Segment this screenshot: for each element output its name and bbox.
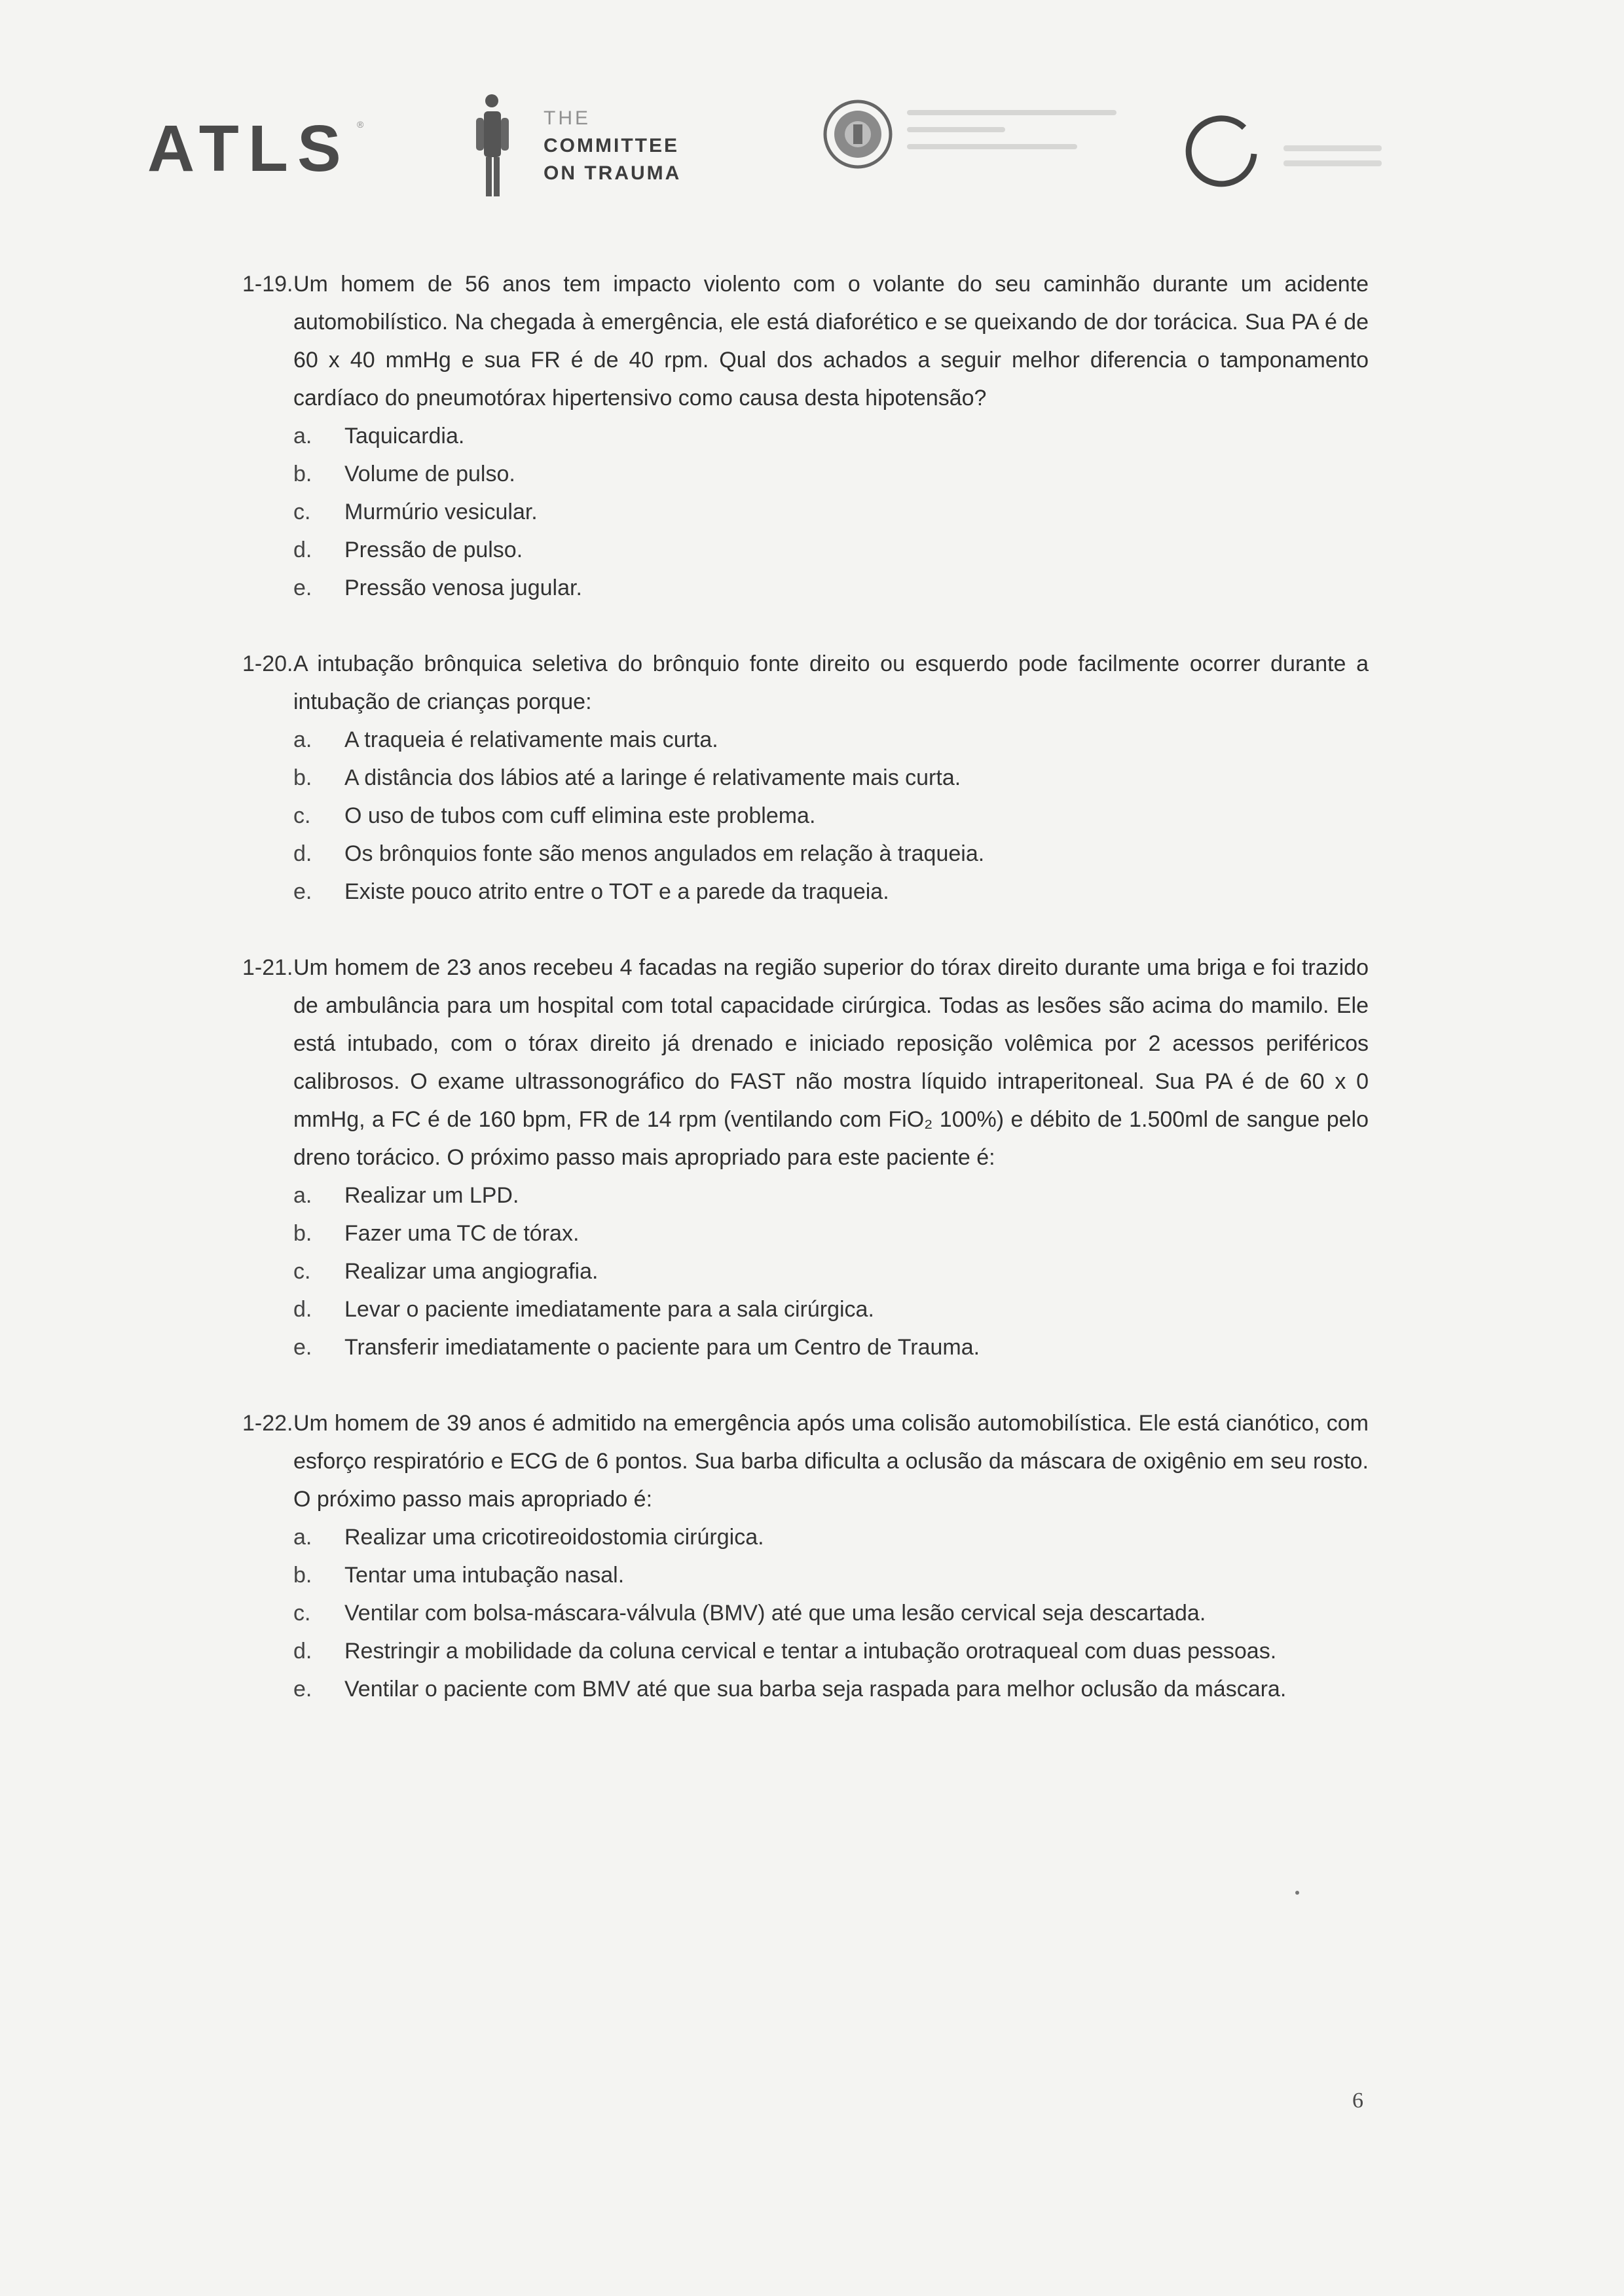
option-b (293, 1556, 1369, 1594)
option-d (293, 531, 1369, 569)
option-letter: c. (293, 803, 311, 828)
option-letter: c. (293, 500, 311, 524)
option-d (293, 1290, 1369, 1328)
option-c (293, 1252, 1369, 1290)
option-text: Realizar um LPD. (344, 1183, 519, 1208)
option-letter: a. (293, 1183, 312, 1208)
option-letter: a. (293, 727, 312, 752)
option-text: O uso de tubos com cuff elimina este problema. (344, 803, 816, 828)
question-number: 1-21. (242, 955, 293, 980)
option-text: Transferir imediatamente o paciente para um Centro de Trauma. (344, 1335, 980, 1360)
option-c (293, 797, 1369, 835)
option-text: Existe pouco atrito entre o TOT e a parede da traqueia. (344, 879, 889, 904)
question-list (242, 265, 1369, 1746)
scan-speck (1295, 1891, 1299, 1895)
option-a (293, 1518, 1369, 1556)
option-c (293, 493, 1369, 531)
option-e (293, 569, 1369, 607)
option-letter: b. (293, 1563, 312, 1588)
option-letter: a. (293, 424, 312, 448)
option-list (242, 721, 1369, 911)
option-letter: e. (293, 1677, 312, 1702)
question-number: 1-19. (242, 272, 293, 297)
option-b (293, 1214, 1369, 1252)
option-e (293, 1670, 1369, 1708)
question-stem: A intubação brônquica seletiva do brônquio fonte direito ou esquerdo pode facilmente ocorrer durante a intubação de crianças porque: (293, 651, 1369, 714)
organization-text (1283, 145, 1441, 175)
option-letter: b. (293, 462, 312, 486)
option-a (293, 721, 1369, 759)
option-text: Murmúrio vesicular. (344, 500, 538, 524)
option-list (242, 1176, 1369, 1366)
option-text: A traqueia é relativamente mais curta. (344, 727, 718, 752)
question-stem: Um homem de 56 anos tem impacto violento com o volante do seu caminhão durante um acidente automobilístico. Na chegada à emergência, ele está diaforético e se queixando de dor torácica. Sua PA é de 60 x 40 mmHg e sua FR é de 40 rpm. Qual dos achados a seguir melhor diferencia o tamponamento cardíaco do pneumotórax hipertensivo como causa desta hipotensão? (293, 272, 1369, 410)
option-e (293, 1328, 1369, 1366)
option-text: Os brônquios fonte são menos angulados em relação à traqueia. (344, 841, 985, 866)
option-letter: b. (293, 765, 312, 790)
option-b (293, 759, 1369, 797)
option-a (293, 417, 1369, 455)
option-text: Taquicardia. (344, 424, 465, 448)
option-text: Volume de pulso. (344, 462, 515, 486)
option-text: Fazer uma TC de tórax. (344, 1221, 580, 1246)
option-letter: c. (293, 1601, 311, 1626)
option-b (293, 455, 1369, 493)
option-text: Ventilar com bolsa-máscara-válvula (BMV) até que uma lesão cervical seja descartada. (344, 1601, 1206, 1626)
option-text: A distância dos lábios até a laringe é relativamente mais curta. (344, 765, 961, 790)
option-text: Pressão venosa jugular. (344, 575, 582, 600)
question-1-21 (242, 949, 1369, 1366)
option-letter: c. (293, 1259, 311, 1284)
question-stem: Um homem de 39 anos é admitido na emergência após uma colisão automobilística. Ele está cianótico, com esforço respiratório e ECG de 6 pontos. Sua barba dificulta a oclusão da máscara de oxigênio em seu rosto. O próximo passo mais apropriado é: (293, 1411, 1369, 1512)
option-e (293, 873, 1369, 911)
option-text: Levar o paciente imediatamente para a sala cirúrgica. (344, 1297, 874, 1322)
option-letter: e. (293, 575, 312, 600)
option-text: Tentar uma intubação nasal. (344, 1563, 625, 1588)
option-a (293, 1176, 1369, 1214)
option-text: Ventilar o paciente com BMV até que sua barba seja raspada para melhor oclusão da máscara. (344, 1677, 1287, 1702)
option-text: Realizar uma angiografia. (344, 1259, 599, 1284)
question-number: 1-20. (242, 651, 293, 676)
question-1-20 (242, 645, 1369, 911)
college-seal-text (907, 110, 1123, 161)
option-d (293, 1632, 1369, 1670)
atls-logo: ATLS (147, 112, 350, 185)
option-letter: b. (293, 1221, 312, 1246)
question-1-22 (242, 1404, 1369, 1708)
cot-line-committee: COMMITTEE (544, 135, 679, 156)
option-text: Restringir a mobilidade da coluna cervical e tentar a intubação orotraqueal com duas pessoas. (344, 1639, 1277, 1664)
header-logos (0, 92, 1624, 223)
cot-line-trauma: ON TRAUMA (544, 162, 682, 184)
question-stem: Um homem de 23 anos recebeu 4 facadas na região superior do tórax direito durante uma briga e foi trazido de ambulância para um hospital com total capacidade cirúrgica. Todas as lesões são acima do mamilo. Ele está intubado, com o tórax direito já drenado e iniciado reposição volêmica por 2 acessos periféricos calibrosos. O exame ultrassonográfico do FAST não mostra líquido intraperitoneal. Sua PA é de 60 x 0 mmHg, a FC é de 160 bpm, FR de 14 rpm (ventilando com FiO₂ 100%) e débito de 1.500ml de sangue pelo dreno torácico. O próximo passo mais apropriado para este paciente é: (293, 955, 1369, 1170)
atls-trademark: ® (357, 119, 364, 130)
option-letter: e. (293, 879, 312, 904)
option-list (242, 1518, 1369, 1708)
option-letter: d. (293, 841, 312, 866)
option-letter: e. (293, 1335, 312, 1360)
option-c (293, 1594, 1369, 1632)
cot-line-the: THE (544, 107, 591, 129)
organization-ring-icon (1182, 111, 1267, 196)
option-letter: d. (293, 1297, 312, 1322)
page-number: 6 (1352, 2088, 1363, 2113)
option-letter: d. (293, 1639, 312, 1664)
question-number: 1-22. (242, 1411, 293, 1436)
option-text: Realizar uma cricotireoidostomia cirúrgica. (344, 1525, 764, 1550)
college-seal-icon (822, 98, 894, 170)
option-list (242, 417, 1369, 607)
option-text: Pressão de pulso. (344, 538, 523, 562)
committee-on-trauma-logo (544, 105, 681, 187)
option-letter: a. (293, 1525, 312, 1550)
option-letter: d. (293, 538, 312, 562)
option-d (293, 835, 1369, 873)
committee-figure-icon (468, 92, 514, 203)
question-1-19 (242, 265, 1369, 607)
